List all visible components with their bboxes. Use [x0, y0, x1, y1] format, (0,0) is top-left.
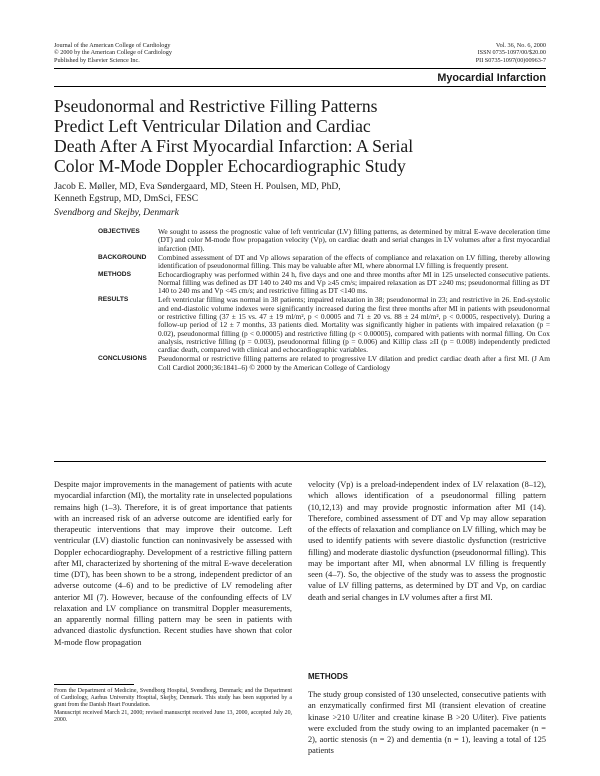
abstract-text: Echocardiography was performed within 24 h, five days and one and three months after MI in 125 unselected consecutive patients. Normal filling was defined as DT 140 to 240 ms and Vp ≥45 cm/s; impaired relaxation as DT ≥240 ms; pseudonormal filling as DT 140 to 240 ms and Vp <45 cm/s; and restrictive filling as DT <140 ms.: [158, 269, 550, 296]
title-line: Death After A First Myocardial Infarction: A Serial: [54, 136, 414, 156]
abstract-text: Combined assessment of DT and Vp allows separation of the effects of compliance and relaxation on LV filling, thereby allowing identification of pseudonormal filling. This may be valuable after MI, where abnormal LV filling is frequently present.: [158, 252, 550, 270]
title-line: Color M-Mode Doppler Echocardiographic Study: [54, 156, 406, 176]
abstract-results: [98, 296, 550, 354]
body-right-column: velocity (Vp) is a preload-independent index of LV relaxation (8–12), which allows identification of a pseudonormal filling pattern (10,12,13) and may provide prognostic information after MI (14). Therefore, combined assessment of DT and Vp may allow separation of the effects of relaxation and compliance on LV filling, which may be used to identify patients with severe diastolic dysfunction (restrictive filling) and moderate diastolic dysfunction (pseudonormal filling). This may be important after MI, when abnormal LV filling is frequently seen (4–7). So, the objective of the study was to assess the prognostic value of LV filling patterns, as determined by DT and Vp, on cardiac death and serial changes in LV volumes after a first MI.: [308, 480, 546, 602]
journal-publisher: Published by Elsevier Science Inc.: [54, 56, 140, 64]
body-left-column: Despite major improvements in the management of patients with acute myocardial infarction (MI), the mortality rate in unselected populations remains high (1–3). Therefore, it is of great importance that patients with an increased risk of an adverse outcome are identified early for therapeutic interventions that may improve their outcome. Left ventricular (LV) diastolic function can noninvasively be assessed with Doppler echocardiography. Development of a restrictive filling pattern after MI, characterized by shortening of the mitral E-wave deceleration time (DT), has been shown to be a strong, independent predictor of an adverse outcome (4–6) and to be predictive of LV remodeling after anterior MI (7). However, because of the confounding effects of LV relaxation and LV compliance on transmitral Doppler measurements, an apparently normal filling pattern may be seen in patients with advanced diastolic dysfunction. Recent studies have shown that color M-mode flow propagation: [54, 480, 292, 647]
article-title: [54, 96, 524, 176]
methods-paragraph: The study group consisted of 130 unselected, consecutive patients with an enzymatically confirmed first MI (transient elevation of creatine kinase >210 U/liter and creatine kinase B >20 U/liter). Five patients were excluded from the study owing to an implanted pacemaker (n = 2), aortic stenosis (n = 2) and dementia (n = 1), leaving a total of 125 patients: [308, 690, 546, 756]
title-line: Pseudonormal and Restrictive Filling Patterns: [54, 96, 378, 116]
abstract-label: BACKGROUND: [98, 253, 147, 261]
section-label: Myocardial Infarction: [437, 72, 546, 84]
abstract-methods: [98, 271, 550, 296]
abstract-rule: [54, 461, 546, 462]
journal-volume: Vol. 36, No. 6, 2000: [495, 42, 546, 49]
abstract: [98, 228, 550, 372]
abstract-conclusions: [98, 355, 550, 372]
footnote-rule: [54, 684, 134, 685]
abstract-text: Left ventricular filling was normal in 38 patients; impaired relaxation in 38; pseudonormal in 23; and restrictive in 26. End-systolic and end-diastolic volume indexes were significantly increased during the first three months after MI in patients with pseudonormal or restrictive filling (37 ± 15 vs. 47 ± 19 ml/m², p < 0.0005 and 71 ± 20 vs. 88 ± 24 ml/m², p < 0.0005, respectively). During a follow-up period of 12 ± 7 months, 33 patients died. Mortality was significantly higher in patients with impaired relaxation (p = 0.02), pseudonormal filling (p < 0.00005) and restrictive filling (p < 0.00005), compared with patients with normal filling. On Cox analysis, restrictive filling (p = 0.003), pseudonormal filling (p = 0.006) and Killip class ≥II (p = 0.008) independently predicted cardiac death, compared with clinical and echocardiographic variables.: [158, 295, 550, 355]
abstract-label: CONCLUSIONS: [98, 355, 147, 363]
affiliation: Svendborg and Skejby, Denmark: [54, 207, 179, 218]
header-rule: [54, 68, 546, 69]
author-line: Jacob E. Møller, MD, Eva Søndergaard, MD, Steen H. Poulsen, MD, PhD,: [54, 181, 341, 192]
abstract-text: We sought to assess the prognostic value of left ventricular (LV) filling patterns, as determined by mitral E-wave deceleration time (DT) and color M-mode flow propagation velocity (Vp), on cardiac death and serial changes in LV volumes after a first myocardial infarction (MI).: [158, 227, 550, 253]
title-line: Predict Left Ventricular Dilation and Cardiac: [54, 116, 371, 136]
journal-name: Journal of the American College of Cardiology: [54, 42, 171, 49]
author-line: Kenneth Egstrup, MD, DmSci, FESC: [54, 193, 199, 204]
abstract-label: RESULTS: [98, 296, 129, 304]
journal-pii: PII S0735-1097(00)00963-7: [475, 56, 546, 64]
abstract-label: METHODS: [98, 270, 131, 278]
footnote-affiliations: From the Department of Medicine, Svendborg Hospital, Svendborg, Denmark; and the Department of Cardiology, Aarhus University Hospital, Skejby, Denmark. This study has been supported by a grant from the Danish Heart Foundation.: [54, 688, 292, 709]
journal-header-right: [476, 42, 546, 64]
section-rule: [54, 86, 546, 87]
abstract-label: OBJECTIVES: [98, 228, 140, 235]
abstract-background: [98, 254, 550, 271]
methods-heading: METHODS: [308, 672, 348, 681]
journal-header-left: [54, 42, 172, 64]
author-list: [54, 181, 341, 205]
abstract-text: Pseudonormal or restrictive filling patterns are related to progressive LV dilation and predict cardiac death after a first MI. (J Am Coll Cardiol 2000;36:1841–6) © 2000 by the American College of Cardiology: [158, 354, 550, 372]
footnote: [54, 688, 292, 724]
journal-issn: ISSN 0735-1097/00/$20.00: [477, 49, 546, 57]
journal-copyright: © 2000 by the American College of Cardiology: [54, 49, 172, 57]
abstract-objectives: [98, 228, 550, 253]
footnote-dates: Manuscript received March 21, 2000; revised manuscript received June 13, 2000, accepted July 20, 2000.: [54, 709, 292, 723]
